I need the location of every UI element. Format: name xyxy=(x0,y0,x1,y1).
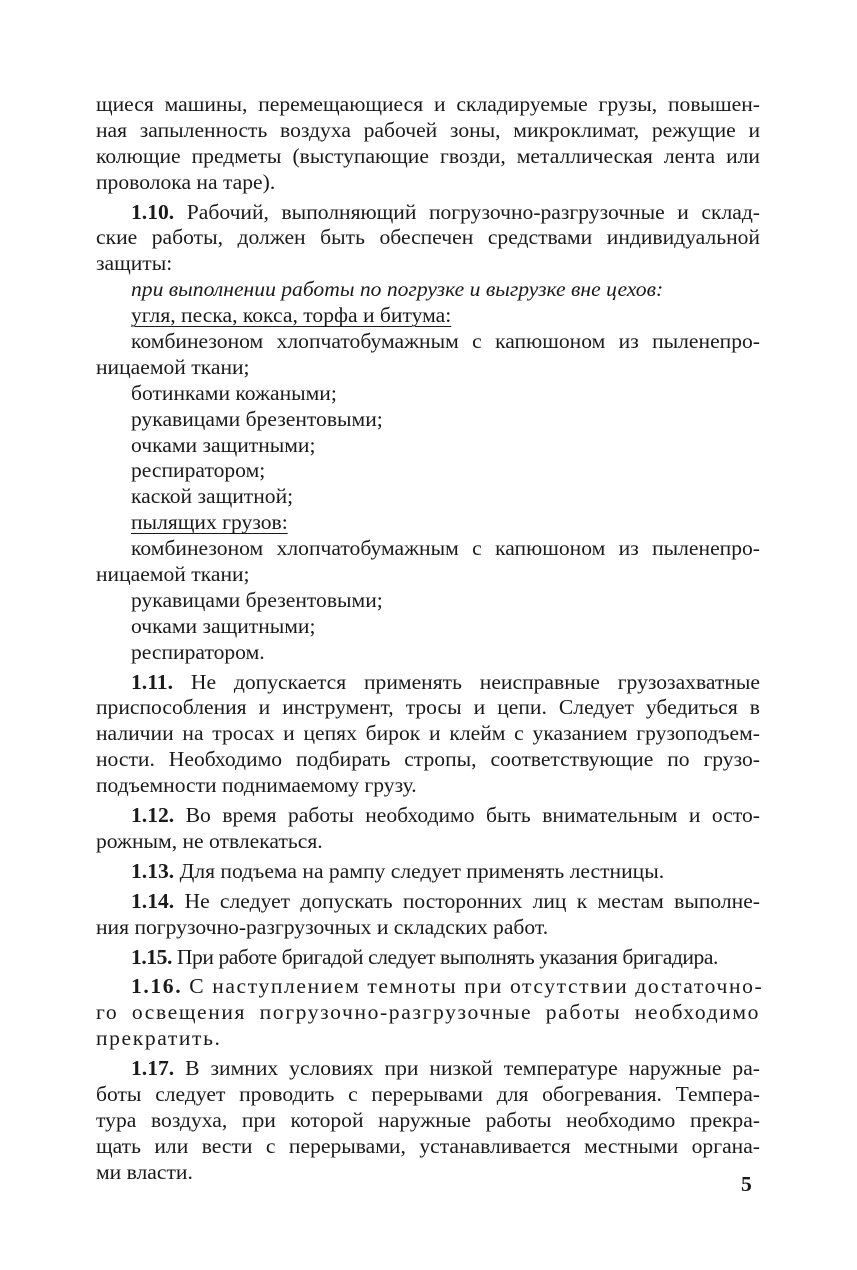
text-line: приспособления и инструмент, тросы и цепи. Следует убедиться в xyxy=(96,695,760,720)
paragraph-1-13 xyxy=(96,859,760,885)
text-line: тура воздуха, при которой наружные работы необходимо прекра- xyxy=(96,1107,760,1132)
clause-text: Рабочий, выполняющий погрузочно-разгрузочные и склад- xyxy=(186,199,761,224)
list-item: ницаемой ткани; xyxy=(96,562,250,587)
text-line xyxy=(96,1056,760,1082)
clause-text: Для подъема на рампу следует применять лестницы. xyxy=(179,858,665,883)
clause-text: В зимних условиях при низкой температуре наружные ра- xyxy=(185,1056,760,1081)
clause-text: С наступлением темноты при отсутствии достаточно- xyxy=(189,974,764,999)
list-item: ницаемой ткани; xyxy=(96,354,250,379)
text-line xyxy=(96,945,760,971)
text-line: щать или вести с перерывами, устанавливается местными органа- xyxy=(96,1133,760,1158)
text-line xyxy=(96,974,764,1000)
text-line xyxy=(96,200,760,226)
page-number: 5 xyxy=(741,1172,752,1196)
text-line xyxy=(96,859,760,885)
text-line: ная запыленность воздуха рабочей зоны, микроклимат, режущие и xyxy=(96,117,760,142)
body-text xyxy=(96,92,764,1186)
text-line xyxy=(96,670,760,696)
text-line xyxy=(96,303,760,329)
paragraph-1-12 xyxy=(96,803,760,855)
list-item: ботинками кожаными; xyxy=(131,380,337,405)
clause-number: 1.12. xyxy=(131,803,175,828)
list-item: комбинезоном хлопчатобумажным с капюшоном из пыленепро- xyxy=(131,536,760,561)
clause-text: При работе бригадой следует выполнять указания бригадира. xyxy=(176,944,718,969)
clause-text: Во время работы необходимо быть внимательным и осто- xyxy=(185,803,760,828)
intro-paragraph xyxy=(96,92,760,196)
list-item: респиратором. xyxy=(131,639,265,664)
text-line: прекратить. xyxy=(96,1026,222,1051)
text-line: проволока на таре). xyxy=(96,169,276,194)
paragraph-1-14 xyxy=(96,889,760,941)
group-heading-coal: угля, песка, кокса, торфа и битума: xyxy=(131,303,452,328)
text-line: щиеся машины, перемещающиеся и складируемые грузы, повышен- xyxy=(96,92,760,116)
paragraph-1-15 xyxy=(96,945,760,971)
list-item: очками защитными; xyxy=(131,613,316,638)
clause-number: 1.10. xyxy=(131,199,175,224)
text-line: подъемности поднимаемому грузу. xyxy=(96,773,417,798)
text-line: защиты: xyxy=(96,251,173,276)
text-line: ния погрузочно-разгрузочных и складских работ. xyxy=(96,914,549,939)
paragraph-1-11 xyxy=(96,670,760,799)
clause-number: 1.16. xyxy=(131,974,183,999)
italic-subheading: при выполнении работы по погрузке и выгрузке вне цехов: xyxy=(131,277,664,302)
clause-number: 1.11. xyxy=(131,669,173,694)
list-item: каской защитной; xyxy=(131,484,294,509)
clause-number: 1.15. xyxy=(131,944,172,969)
clause-number: 1.17. xyxy=(131,1056,175,1081)
clause-text: Не следует допускать посторонних лиц к местам выполне- xyxy=(184,888,760,913)
text-line: наличии на тросах и цепях бирок и клейм с указанием грузоподъем- xyxy=(96,721,760,746)
clause-text: Не допускается применять неисправные грузозахватные xyxy=(190,669,760,694)
clause-number: 1.14. xyxy=(131,888,175,913)
text-line: боты следует проводить с перерывами для обогревания. Темпера- xyxy=(96,1081,760,1106)
text-line: го освещения погрузочно-разгрузочные работы необходимо xyxy=(96,1000,760,1025)
list-item: рукавицами брезентовыми; xyxy=(131,587,383,612)
paragraph-1-10 xyxy=(96,200,760,666)
text-line xyxy=(96,889,760,915)
paragraph-1-17 xyxy=(96,1056,760,1185)
list-item: комбинезоном хлопчатобумажным с капюшоном из пыленепро- xyxy=(131,329,760,354)
text-line: колющие предметы (выступающие гвозди, металлическая лента или xyxy=(96,143,760,168)
group-heading-dusty: пылящих грузов: xyxy=(131,510,288,535)
clause-number: 1.13. xyxy=(131,858,175,883)
text-line: ми власти. xyxy=(96,1159,193,1184)
text-line: ности. Необходимо подбирать стропы, соответствующие по грузо- xyxy=(96,747,760,772)
list-item: рукавицами брезентовыми; xyxy=(131,406,383,431)
text-line xyxy=(96,803,760,829)
paragraph-1-16 xyxy=(96,974,764,1052)
text-line xyxy=(96,510,760,536)
text-line: рожным, не отвлекаться. xyxy=(96,828,323,853)
list-item: очками защитными; xyxy=(131,432,316,457)
text-line: ские работы, должен быть обеспечен средствами индивидуальной xyxy=(96,225,760,250)
list-item: респиратором; xyxy=(131,458,266,483)
